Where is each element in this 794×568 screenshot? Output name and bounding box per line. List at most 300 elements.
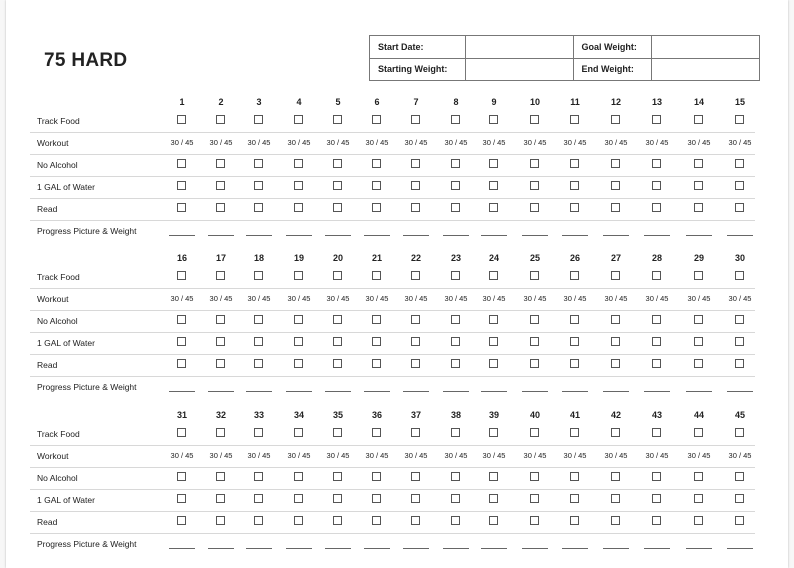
checkbox[interactable] (254, 271, 263, 280)
checkbox[interactable] (216, 115, 225, 124)
weight-entry-line[interactable] (481, 548, 507, 549)
checkbox[interactable] (489, 472, 498, 481)
checkbox[interactable] (411, 159, 420, 168)
checkbox[interactable] (530, 337, 539, 346)
checkbox[interactable] (735, 472, 744, 481)
workout-count[interactable]: 30 / 45 (645, 451, 669, 460)
day-number: 5 (335, 97, 341, 107)
checkbox[interactable] (489, 159, 498, 168)
row-progress (30, 533, 755, 555)
checkbox[interactable] (177, 428, 186, 437)
checkbox[interactable] (411, 428, 420, 437)
info-table (369, 35, 760, 81)
workout-count[interactable]: 30 / 45 (170, 451, 194, 460)
weight-entry-line[interactable] (169, 548, 195, 549)
checkbox[interactable] (294, 428, 303, 437)
checkbox[interactable] (489, 271, 498, 280)
starting-weight-field[interactable] (465, 58, 573, 81)
weight-entry-line[interactable] (364, 391, 390, 392)
checkbox[interactable] (294, 181, 303, 190)
row-no-alcohol (30, 310, 755, 333)
checkbox[interactable] (735, 203, 744, 212)
workout-count[interactable]: 30 / 45 (523, 451, 547, 460)
checkbox[interactable] (372, 315, 381, 324)
workout-count[interactable]: 30 / 45 (563, 294, 587, 303)
checkbox[interactable] (735, 315, 744, 324)
checkbox[interactable] (489, 516, 498, 525)
checkbox[interactable] (451, 271, 460, 280)
checkbox[interactable] (216, 428, 225, 437)
checkbox[interactable] (652, 516, 661, 525)
day-block-1 (0, 97, 794, 247)
workout-count[interactable]: 30 / 45 (209, 451, 233, 460)
row-label: No Alcohol (37, 160, 78, 170)
checkbox[interactable] (451, 315, 460, 324)
checkbox[interactable] (216, 359, 225, 368)
weight-entry-line[interactable] (686, 391, 712, 392)
checkbox[interactable] (570, 181, 579, 190)
checkbox[interactable] (177, 494, 186, 503)
checkbox[interactable] (254, 115, 263, 124)
workout-count[interactable]: 30 / 45 (728, 294, 752, 303)
checkbox[interactable] (216, 472, 225, 481)
checkbox[interactable] (735, 428, 744, 437)
checkbox[interactable] (735, 271, 744, 280)
checkbox[interactable] (694, 181, 703, 190)
workout-count[interactable]: 30 / 45 (444, 294, 468, 303)
checkbox[interactable] (611, 181, 620, 190)
checkbox[interactable] (451, 472, 460, 481)
checkbox[interactable] (652, 337, 661, 346)
checkbox[interactable] (611, 315, 620, 324)
checkbox[interactable] (735, 359, 744, 368)
workout-count[interactable]: 30 / 45 (287, 138, 311, 147)
row-label: No Alcohol (37, 316, 78, 326)
checkbox[interactable] (372, 337, 381, 346)
checkbox[interactable] (411, 203, 420, 212)
weight-entry-line[interactable] (246, 391, 272, 392)
checkbox[interactable] (570, 337, 579, 346)
checkbox[interactable] (372, 359, 381, 368)
checkbox[interactable] (411, 472, 420, 481)
checkbox[interactable] (735, 159, 744, 168)
weight-entry-line[interactable] (403, 391, 429, 392)
weight-entry-line[interactable] (522, 391, 548, 392)
row-label: Progress Picture & Weight (37, 539, 137, 549)
checkbox[interactable] (570, 359, 579, 368)
weight-entry-line[interactable] (644, 391, 670, 392)
checkbox[interactable] (294, 516, 303, 525)
checkbox[interactable] (694, 428, 703, 437)
checkbox[interactable] (530, 159, 539, 168)
checkbox[interactable] (216, 271, 225, 280)
weight-entry-line[interactable] (443, 548, 469, 549)
checkbox[interactable] (694, 337, 703, 346)
checkbox[interactable] (333, 428, 342, 437)
workout-count[interactable]: 30 / 45 (170, 294, 194, 303)
checkbox[interactable] (570, 516, 579, 525)
checkbox[interactable] (530, 115, 539, 124)
checkbox[interactable] (333, 115, 342, 124)
workout-count[interactable]: 30 / 45 (523, 294, 547, 303)
weight-entry-line[interactable] (562, 391, 588, 392)
workout-count[interactable]: 30 / 45 (170, 138, 194, 147)
day-number: 39 (488, 410, 499, 420)
checkbox[interactable] (372, 203, 381, 212)
workout-count[interactable]: 30 / 45 (645, 294, 669, 303)
checkbox[interactable] (735, 494, 744, 503)
workout-count[interactable]: 30 / 45 (287, 294, 311, 303)
checkbox[interactable] (216, 337, 225, 346)
checkbox[interactable] (489, 359, 498, 368)
workout-count[interactable]: 30 / 45 (287, 451, 311, 460)
weight-entry-line[interactable] (686, 548, 712, 549)
workout-count[interactable]: 30 / 45 (687, 451, 711, 460)
weight-entry-line[interactable] (403, 548, 429, 549)
checkbox[interactable] (177, 271, 186, 280)
checkbox[interactable] (489, 203, 498, 212)
checkbox[interactable] (333, 315, 342, 324)
checkbox[interactable] (570, 315, 579, 324)
workout-count[interactable]: 30 / 45 (482, 451, 506, 460)
checkbox[interactable] (333, 516, 342, 525)
day-number: 6 (374, 97, 380, 107)
weight-entry-line[interactable] (603, 548, 629, 549)
checkbox[interactable] (489, 315, 498, 324)
workout-count[interactable]: 30 / 45 (482, 138, 506, 147)
weight-entry-line[interactable] (286, 235, 312, 236)
checkbox[interactable] (652, 181, 661, 190)
checkbox[interactable] (451, 159, 460, 168)
weight-entry-line[interactable] (208, 548, 234, 549)
checkbox[interactable] (177, 181, 186, 190)
workout-count[interactable]: 30 / 45 (209, 138, 233, 147)
checkbox[interactable] (411, 494, 420, 503)
checkbox[interactable] (694, 315, 703, 324)
checkbox[interactable] (694, 494, 703, 503)
checkbox[interactable] (177, 203, 186, 212)
checkbox[interactable] (177, 359, 186, 368)
checkbox[interactable] (451, 203, 460, 212)
workout-count[interactable]: 30 / 45 (604, 451, 628, 460)
weight-entry-line[interactable] (325, 235, 351, 236)
weight-entry-line[interactable] (286, 391, 312, 392)
checkbox[interactable] (294, 115, 303, 124)
checkbox[interactable] (254, 337, 263, 346)
checkbox[interactable] (177, 159, 186, 168)
workout-count[interactable]: 30 / 45 (563, 451, 587, 460)
checkbox[interactable] (254, 315, 263, 324)
checkbox[interactable] (177, 315, 186, 324)
weight-entry-line[interactable] (562, 548, 588, 549)
workout-count[interactable]: 30 / 45 (604, 138, 628, 147)
checkbox[interactable] (694, 203, 703, 212)
checkbox[interactable] (530, 516, 539, 525)
start-date-field[interactable] (465, 36, 573, 59)
checkbox[interactable] (216, 315, 225, 324)
checkbox[interactable] (530, 472, 539, 481)
checkbox[interactable] (735, 516, 744, 525)
checkbox[interactable] (652, 203, 661, 212)
checkbox[interactable] (611, 115, 620, 124)
day-number: 31 (176, 410, 187, 420)
checkbox[interactable] (652, 315, 661, 324)
checkbox[interactable] (451, 115, 460, 124)
checkbox[interactable] (489, 181, 498, 190)
weight-entry-line[interactable] (727, 235, 753, 236)
day-number: 32 (215, 410, 226, 420)
checkbox[interactable] (254, 203, 263, 212)
workout-count[interactable]: 30 / 45 (404, 138, 428, 147)
checkbox[interactable] (372, 428, 381, 437)
weight-entry-line[interactable] (364, 548, 390, 549)
workout-count[interactable]: 30 / 45 (728, 451, 752, 460)
weight-entry-line[interactable] (169, 235, 195, 236)
checkbox[interactable] (411, 359, 420, 368)
day-number: 3 (256, 97, 262, 107)
checkbox[interactable] (451, 494, 460, 503)
checkbox[interactable] (411, 181, 420, 190)
checkbox[interactable] (333, 203, 342, 212)
checkbox[interactable] (570, 494, 579, 503)
workout-count[interactable]: 30 / 45 (326, 294, 350, 303)
checkbox[interactable] (333, 494, 342, 503)
checkbox[interactable] (694, 359, 703, 368)
checkbox[interactable] (254, 494, 263, 503)
checkbox[interactable] (294, 494, 303, 503)
weight-entry-line[interactable] (562, 235, 588, 236)
checkbox[interactable] (652, 472, 661, 481)
checkbox[interactable] (254, 181, 263, 190)
workout-count[interactable]: 30 / 45 (247, 294, 271, 303)
weight-entry-line[interactable] (443, 235, 469, 236)
checkbox[interactable] (411, 115, 420, 124)
checkbox[interactable] (177, 516, 186, 525)
weight-entry-line[interactable] (644, 548, 670, 549)
checkbox[interactable] (489, 428, 498, 437)
checkbox[interactable] (216, 494, 225, 503)
checkbox[interactable] (333, 159, 342, 168)
checkbox[interactable] (611, 203, 620, 212)
checkbox[interactable] (735, 181, 744, 190)
goal-weight-label: Goal Weight: (573, 36, 651, 59)
weight-entry-line[interactable] (169, 391, 195, 392)
checkbox[interactable] (451, 428, 460, 437)
workout-count[interactable]: 30 / 45 (247, 138, 271, 147)
checkbox[interactable] (735, 115, 744, 124)
row-label: Workout (37, 138, 69, 148)
checkbox[interactable] (694, 271, 703, 280)
checkbox[interactable] (652, 159, 661, 168)
weight-entry-line[interactable] (522, 548, 548, 549)
workout-count[interactable]: 30 / 45 (404, 294, 428, 303)
checkbox[interactable] (294, 203, 303, 212)
checkbox[interactable] (694, 472, 703, 481)
checkbox[interactable] (652, 115, 661, 124)
checkbox[interactable] (372, 516, 381, 525)
weight-entry-line[interactable] (481, 235, 507, 236)
workout-count[interactable]: 30 / 45 (523, 138, 547, 147)
checkbox[interactable] (611, 359, 620, 368)
checkbox[interactable] (489, 494, 498, 503)
checkbox[interactable] (570, 271, 579, 280)
checkbox[interactable] (216, 159, 225, 168)
checkbox[interactable] (333, 271, 342, 280)
checkbox[interactable] (530, 271, 539, 280)
checkbox[interactable] (294, 271, 303, 280)
checkbox[interactable] (652, 428, 661, 437)
goal-weight-field[interactable] (652, 36, 760, 59)
weight-entry-line[interactable] (644, 235, 670, 236)
weight-entry-line[interactable] (727, 548, 753, 549)
checkbox[interactable] (611, 494, 620, 503)
checkbox[interactable] (530, 203, 539, 212)
checkbox[interactable] (216, 181, 225, 190)
workout-count[interactable]: 30 / 45 (728, 138, 752, 147)
weight-entry-line[interactable] (246, 548, 272, 549)
day-number: 14 (693, 97, 704, 107)
checkbox[interactable] (694, 115, 703, 124)
weight-entry-line[interactable] (208, 235, 234, 236)
day-number: 21 (371, 253, 382, 263)
weight-entry-line[interactable] (364, 235, 390, 236)
checkbox[interactable] (216, 203, 225, 212)
weight-entry-line[interactable] (443, 391, 469, 392)
checkbox[interactable] (451, 337, 460, 346)
checkbox[interactable] (489, 337, 498, 346)
workout-count[interactable]: 30 / 45 (563, 138, 587, 147)
checkbox[interactable] (294, 159, 303, 168)
checkbox[interactable] (411, 271, 420, 280)
checkbox[interactable] (254, 359, 263, 368)
checkbox[interactable] (372, 494, 381, 503)
checkbox[interactable] (570, 472, 579, 481)
checkbox[interactable] (451, 516, 460, 525)
checkbox[interactable] (254, 159, 263, 168)
checkbox[interactable] (530, 181, 539, 190)
weight-entry-line[interactable] (286, 548, 312, 549)
row-read (30, 511, 755, 534)
checkbox[interactable] (611, 428, 620, 437)
checkbox[interactable] (372, 271, 381, 280)
workout-count[interactable]: 30 / 45 (365, 451, 389, 460)
checkbox[interactable] (372, 159, 381, 168)
checkbox[interactable] (611, 472, 620, 481)
workout-count[interactable]: 30 / 45 (687, 294, 711, 303)
weight-entry-line[interactable] (325, 391, 351, 392)
checkbox[interactable] (333, 337, 342, 346)
checkbox[interactable] (530, 315, 539, 324)
workout-count[interactable]: 30 / 45 (365, 294, 389, 303)
weight-entry-line[interactable] (603, 235, 629, 236)
workout-count[interactable]: 30 / 45 (247, 451, 271, 460)
weight-entry-line[interactable] (603, 391, 629, 392)
row-label: No Alcohol (37, 473, 78, 483)
checkbox[interactable] (177, 337, 186, 346)
row-water (30, 176, 755, 199)
checkbox[interactable] (294, 337, 303, 346)
workout-count[interactable]: 30 / 45 (326, 451, 350, 460)
checkbox[interactable] (411, 315, 420, 324)
day-number: 42 (610, 410, 621, 420)
checkbox[interactable] (489, 115, 498, 124)
checkbox[interactable] (451, 359, 460, 368)
row-label: Read (37, 517, 58, 527)
checkbox[interactable] (530, 359, 539, 368)
checkbox[interactable] (372, 472, 381, 481)
checkbox[interactable] (652, 494, 661, 503)
workout-count[interactable]: 30 / 45 (404, 451, 428, 460)
checkbox[interactable] (254, 428, 263, 437)
checkbox[interactable] (570, 115, 579, 124)
checkbox[interactable] (611, 271, 620, 280)
row-track-food (30, 110, 755, 133)
checkbox[interactable] (294, 359, 303, 368)
checkbox[interactable] (652, 359, 661, 368)
checkbox[interactable] (611, 516, 620, 525)
checkbox[interactable] (570, 159, 579, 168)
checkbox[interactable] (652, 271, 661, 280)
checkbox[interactable] (294, 315, 303, 324)
checkbox[interactable] (372, 181, 381, 190)
checkbox[interactable] (177, 115, 186, 124)
workout-count[interactable]: 30 / 45 (444, 451, 468, 460)
checkbox[interactable] (333, 181, 342, 190)
workout-count[interactable]: 30 / 45 (326, 138, 350, 147)
checkbox[interactable] (294, 472, 303, 481)
checkbox[interactable] (451, 181, 460, 190)
workout-count[interactable]: 30 / 45 (482, 294, 506, 303)
weight-entry-line[interactable] (403, 235, 429, 236)
checkbox[interactable] (216, 516, 225, 525)
checkbox[interactable] (611, 159, 620, 168)
checkbox[interactable] (735, 337, 744, 346)
checkbox[interactable] (177, 472, 186, 481)
workout-count[interactable]: 30 / 45 (645, 138, 669, 147)
row-track-food (30, 423, 755, 446)
checkbox[interactable] (254, 516, 263, 525)
checkbox[interactable] (372, 115, 381, 124)
row-label: Workout (37, 294, 69, 304)
checkbox[interactable] (570, 428, 579, 437)
checkbox[interactable] (333, 472, 342, 481)
weight-entry-line[interactable] (208, 391, 234, 392)
workout-count[interactable]: 30 / 45 (687, 138, 711, 147)
weight-entry-line[interactable] (727, 391, 753, 392)
end-weight-field[interactable] (652, 58, 760, 81)
workout-count[interactable]: 30 / 45 (365, 138, 389, 147)
checkbox[interactable] (611, 337, 620, 346)
checkbox[interactable] (254, 472, 263, 481)
row-label: Workout (37, 451, 69, 461)
weight-entry-line[interactable] (522, 235, 548, 236)
weight-entry-line[interactable] (686, 235, 712, 236)
workout-count[interactable]: 30 / 45 (209, 294, 233, 303)
weight-entry-line[interactable] (481, 391, 507, 392)
workout-count[interactable]: 30 / 45 (604, 294, 628, 303)
checkbox[interactable] (570, 203, 579, 212)
checkbox[interactable] (411, 516, 420, 525)
checkbox[interactable] (333, 359, 342, 368)
weight-entry-line[interactable] (325, 548, 351, 549)
checkbox[interactable] (530, 494, 539, 503)
checkbox[interactable] (411, 337, 420, 346)
weight-entry-line[interactable] (246, 235, 272, 236)
checkbox[interactable] (530, 428, 539, 437)
workout-count[interactable]: 30 / 45 (444, 138, 468, 147)
checkbox[interactable] (694, 159, 703, 168)
checkbox[interactable] (694, 516, 703, 525)
